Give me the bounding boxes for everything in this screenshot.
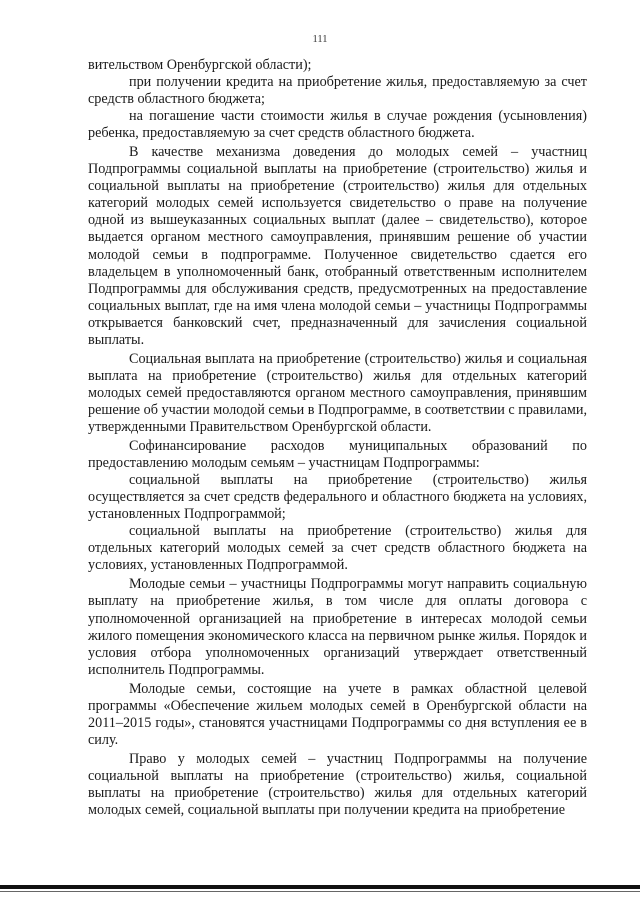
paragraph-payment-provision: Социальная выплата на приобретение (строительство) жилья и социальная выплата на приобретение (строительство) жилья для отдельных категорий молодых семей предоставляются органом местного самоуправления, принявшим решение об участии молодой семьи в Подпрограмме, в соответствии с правилами, утвержденными Правительством Оренбургской области. [88,350,588,435]
paragraph-right-to-payment: Право у молодых семей – участниц Подпрограммы на получение социальной выплаты на приобретение (строительство) жилья, социальной выплаты на приобретение (строительство) жилья для отдельных категорий молодых семей, социальной выплаты при получении кредита на приобретение [88,750,587,819]
paragraph-certificate-mechanism: В качестве механизма доведения до молодых семей – участниц Подпрограммы социальной выплаты на приобретение (строительство) жилья и социальной выплаты на приобретение (строительство) жилья для отдельных категорий молодых семей используется свидетельство о праве на получение одной из вышеуказанных социальных выплат (далее – свидетельство), которое выдается органом местного самоуправления, принявшим решение об участии молодой семьи в подпрограмме. Полученное свидетельство сдается его владельцем в уполномоченный банк, отобранный ответственным исполнителем Подпрограммы для обслуживания средств, предусмотренных на предоставление социальных выплат, где на имя члена молодой семьи – участницы Подпрограммы открывается банковский счет, предназначенный для зачисления социальной выплаты. [88,144,587,348]
bottom-border [0,885,640,889]
bottom-border-thin [0,891,640,892]
paragraph-credit-payment: при получении кредита на приобретение жилья, предоставляемую за счет средств областного бюджета; [88,74,587,108]
page-number: 111 [312,34,328,45]
paragraph-continuation: вительством Оренбургской области); [88,57,312,73]
paragraph-regional-budget: социальной выплаты на приобретение (строительство) жилья для отдельных категорий молодых семей за счет средств областного бюджета на условиях, установленных Подпрограммой. [88,523,587,574]
paragraph-cofinancing: Софинансирование расходов муниципальных образований по предоставлению молодым семьям – участницам Подпрограммы: [88,438,587,472]
paragraph-housing-purchase: Молодые семьи – участницы Подпрограммы могут направить социальную выплату на приобретение жилья, в том числе для оплаты договора с уполномоченной организацией на приобретение в интересах молодой семьи жилого помещения экономического класса на первичном рынке жилья. Порядок и условия отбора уполномоченных организаций утверждает ответственный исполнитель Подпрограммы. [88,576,587,678]
paragraph-registered-families: Молодые семьи, состоящие на учете в рамках областной целевой программы «Обеспечение жильем молодых семей в Оренбургской области на 2011–2015 годы», становятся участницами Подпрограммы со дня вступления ее в силу. [88,680,587,748]
paragraph-child-birth-payment: на погашение части стоимости жилья в случае рождения (усыновления) ребенка, предоставляемую за счет средств областного бюджета. [88,108,587,142]
document-body [88,57,587,819]
paragraph-federal-regional-budget: социальной выплаты на приобретение (строительство) жилья осуществляется за счет средств федерального и областного бюджета на условиях, установленных Подпрограммой; [88,472,587,523]
